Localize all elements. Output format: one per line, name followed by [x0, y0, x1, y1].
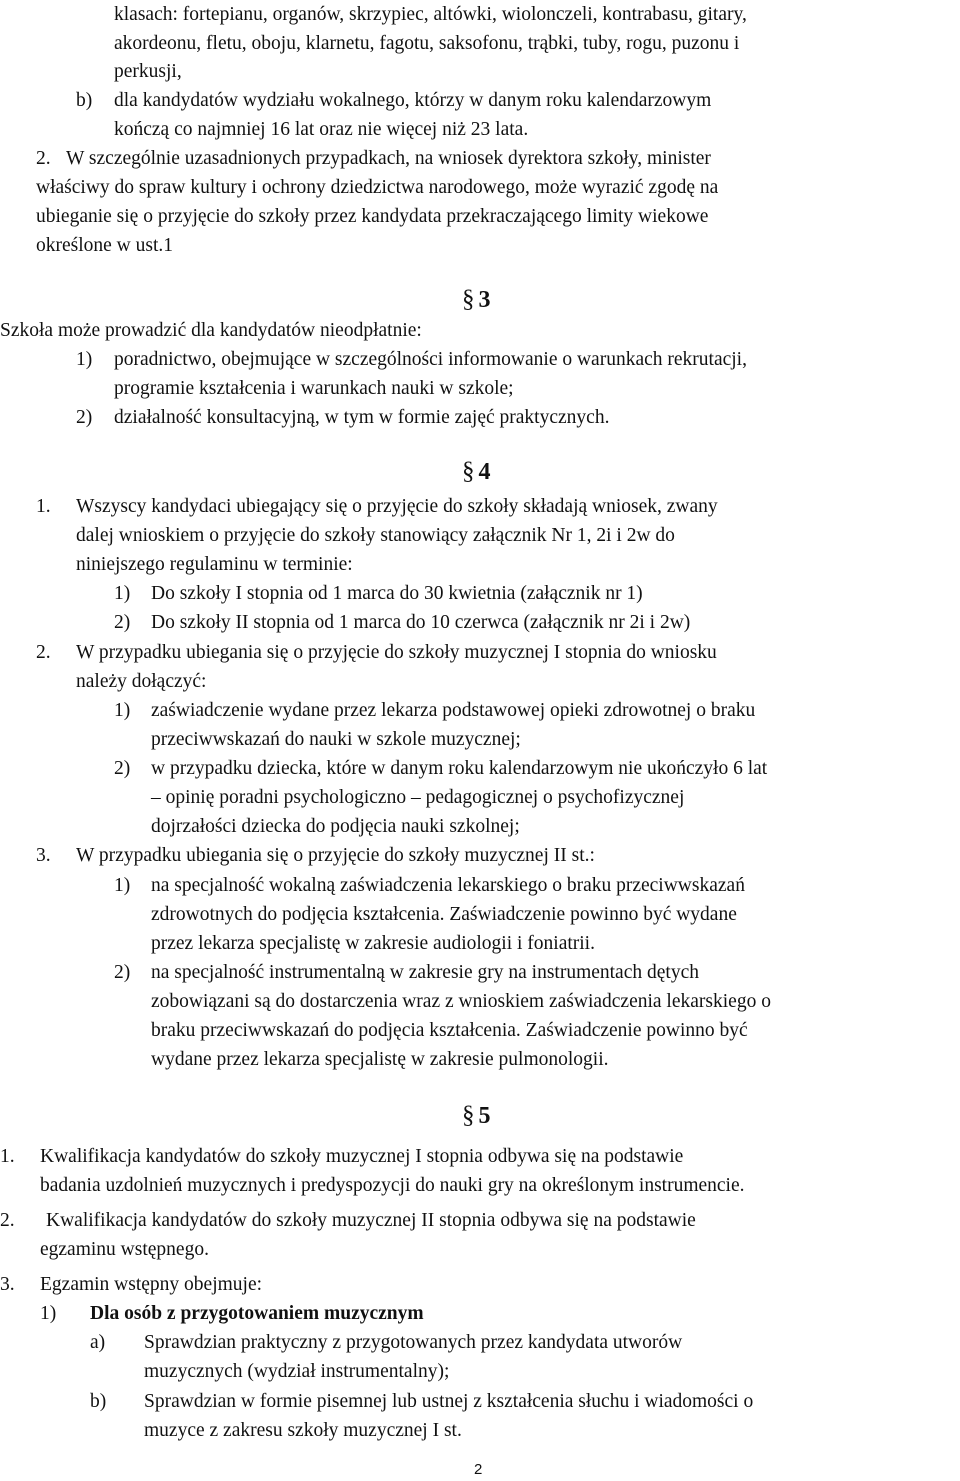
section-4-paragraph-2-item-1-label: 1)	[114, 700, 131, 721]
section-5-paragraph-1-line-1: Kwalifikacja kandydatów do szkoły muzycznej I stopnia odbywa się na podstawie	[40, 1146, 684, 1167]
section-4-paragraph-2-item-2-line-1: w przypadku dziecka, które w danym roku kalendarzowym nie ukończyło 6 lat	[151, 758, 768, 779]
item-a-continuation-line-1: klasach: fortepianu, organów, skrzypiec, altówki, wiolonczeli, kontrabasu, gitary,	[114, 4, 747, 25]
section-4-paragraph-3-item-2-line-1: na specjalność instrumentalną w zakresie gry na instrumentach dętych	[151, 962, 699, 983]
section-4-paragraph-3-item-2-line-3: braku przeciwwskazań do podjęcia kształcenia. Zaświadczenie powinno być	[151, 1020, 748, 1041]
section-3-number: 3	[478, 287, 491, 313]
item-b-line-1: dla kandydatów wydziału wokalnego, którzy w danym roku kalendarzowym	[114, 90, 712, 111]
section-5-paragraph-2-line-2: egzaminu wstępnego.	[40, 1239, 209, 1260]
section-5-paragraph-1-line-2: badania uzdolnień muzycznych i predyspozycji do nauki gry na określonym instrumencie.	[40, 1175, 745, 1196]
item-b-line-2: kończą co najmniej 16 lat oraz nie więcej niż 23 lata.	[114, 119, 529, 140]
section-3-intro: Szkoła może prowadzić dla kandydatów nieodpłatnie:	[0, 320, 422, 341]
section-5-paragraph-3-line-1: Egzamin wstępny obejmuje:	[40, 1274, 263, 1295]
section-5-paragraph-1-label: 1.	[0, 1146, 15, 1167]
section-sign: §	[462, 1102, 475, 1129]
section-4-paragraph-2-item-2-line-2: – opinię poradni psychologiczno – pedagogicznej o psychofizycznej	[151, 787, 685, 808]
section-5-number: 5	[478, 1103, 491, 1129]
section-4-paragraph-3-line-1: W przypadku ubiegania się o przyjęcie do szkoły muzycznej II st.:	[76, 845, 595, 866]
section-5-paragraph-3-item-1-title: Dla osób z przygotowaniem muzycznym	[90, 1303, 424, 1324]
section-4-number: 4	[478, 459, 491, 485]
section-5-item-b-label: b)	[90, 1391, 107, 1412]
item-b-label: b)	[76, 90, 93, 111]
item-a-continuation-line-3: perkusji,	[114, 61, 182, 82]
section-4-paragraph-3-item-1-line-3: przez lekarza specjalistę w zakresie audiologii i foniatrii.	[151, 933, 595, 954]
section-5-item-a-line-2: muzycznych (wydział instrumentalny);	[144, 1361, 450, 1382]
section-4-paragraph-1-line-2: dalej wnioskiem o przyjęcie do szkoły stanowiący załącznik Nr 1, 2i i 2w do	[76, 525, 675, 546]
section-3-item-2-label: 2)	[76, 407, 93, 428]
section-5-item-a-label: a)	[90, 1332, 106, 1353]
paragraph-2-line-4: określone w ust.1	[36, 235, 174, 256]
section-sign: §	[462, 458, 475, 485]
section-4-paragraph-1-item-2: Do szkoły II stopnia od 1 marca do 10 czerwca (załącznik nr 2i i 2w)	[151, 612, 691, 633]
section-4-paragraph-2-item-2-label: 2)	[114, 758, 131, 779]
section-4-paragraph-3-label: 3.	[36, 845, 51, 866]
section-4-paragraph-2-item-1-line-1: zaświadczenie wydane przez lekarza podstawowej opieki zdrowotnej o braku	[151, 700, 756, 721]
section-5-paragraph-2-line-1: Kwalifikacja kandydatów do szkoły muzycznej II stopnia odbywa się na podstawie	[46, 1210, 696, 1231]
section-sign: §	[462, 286, 475, 313]
section-3-item-1-line-1: poradnictwo, obejmujące w szczególności informowanie o warunkach rekrutacji,	[114, 349, 747, 370]
paragraph-2-line-3: ubieganie się o przyjęcie do szkoły przez kandydata przekraczającego limity wiekowe	[36, 206, 709, 227]
section-4-paragraph-1-line-3: niniejszego regulaminu w terminie:	[76, 554, 353, 575]
section-4-paragraph-1-label: 1.	[36, 496, 51, 517]
section-4-paragraph-2-line-1: W przypadku ubiegania się o przyjęcie do szkoły muzycznej I stopnia do wniosku	[76, 642, 717, 663]
section-3-item-1-line-2: programie kształcenia i warunkach nauki w szkole;	[114, 378, 514, 399]
section-4-paragraph-1-item-1: Do szkoły I stopnia od 1 marca do 30 kwietnia (załącznik nr 1)	[151, 583, 643, 604]
section-4-paragraph-2-item-2-line-3: dojrzałości dziecka do podjęcia nauki szkolnej;	[151, 816, 520, 837]
section-4-paragraph-2-item-1-line-2: przeciwwskazań do nauki w szkole muzycznej;	[151, 729, 521, 750]
section-3-item-2-line-1: działalność konsultacyjną, w tym w formie zajęć praktycznych.	[114, 407, 610, 428]
section-4-paragraph-3-item-2-line-2: zobowiązani są do dostarczenia wraz z wnioskiem zaświadczenia lekarskiego o	[151, 991, 771, 1012]
item-a-continuation-line-2: akordeonu, fletu, oboju, klarnetu, fagotu, saksofonu, trąbki, tuby, rogu, puzonu i	[114, 33, 740, 54]
section-4-heading	[462, 457, 491, 487]
page-number: 2	[474, 1461, 483, 1478]
paragraph-2-line-2: właściwy do spraw kultury i ochrony dziedzictwa narodowego, może wyrazić zgodę na	[36, 177, 719, 198]
section-4-paragraph-3-item-1-line-2: zdrowotnych do podjęcia kształcenia. Zaświadczenie powinno być wydane	[151, 904, 737, 925]
section-4-paragraph-1-item-2-label: 2)	[114, 612, 131, 633]
section-4-paragraph-3-item-1-line-1: na specjalność wokalną zaświadczenia lekarskiego o braku przeciwwskazań	[151, 875, 745, 896]
section-4-paragraph-3-item-1-label: 1)	[114, 875, 131, 896]
section-4-paragraph-1-line-1: Wszyscy kandydaci ubiegający się o przyjęcie do szkoły składają wniosek, zwany	[76, 496, 718, 517]
section-3-heading	[462, 285, 491, 315]
paragraph-2-line-1: W szczególnie uzasadnionych przypadkach, na wniosek dyrektora szkoły, minister	[66, 148, 711, 169]
section-3-item-1-label: 1)	[76, 349, 93, 370]
section-4-paragraph-3-item-2-label: 2)	[114, 962, 131, 983]
section-5-paragraph-3-item-1-label: 1)	[40, 1303, 57, 1324]
section-4-paragraph-2-line-2: należy dołączyć:	[76, 671, 207, 692]
section-5-item-b-line-1: Sprawdzian w formie pisemnej lub ustnej z kształcenia słuchu i wiadomości o	[144, 1391, 754, 1412]
section-5-item-b-line-2: muzyce z zakresu szkoły muzycznej I st.	[144, 1420, 462, 1441]
section-4-paragraph-2-label: 2.	[36, 642, 51, 663]
paragraph-2-label: 2.	[36, 148, 51, 169]
section-5-paragraph-2-label: 2.	[0, 1210, 15, 1231]
section-4-paragraph-3-item-2-line-4: wydane przez lekarza specjalistę w zakresie pulmonologii.	[151, 1049, 609, 1070]
section-5-item-a-line-1: Sprawdzian praktyczny z przygotowanych przez kandydata utworów	[144, 1332, 683, 1353]
section-5-heading	[462, 1101, 491, 1131]
section-4-paragraph-1-item-1-label: 1)	[114, 583, 131, 604]
section-5-paragraph-3-label: 3.	[0, 1274, 15, 1295]
